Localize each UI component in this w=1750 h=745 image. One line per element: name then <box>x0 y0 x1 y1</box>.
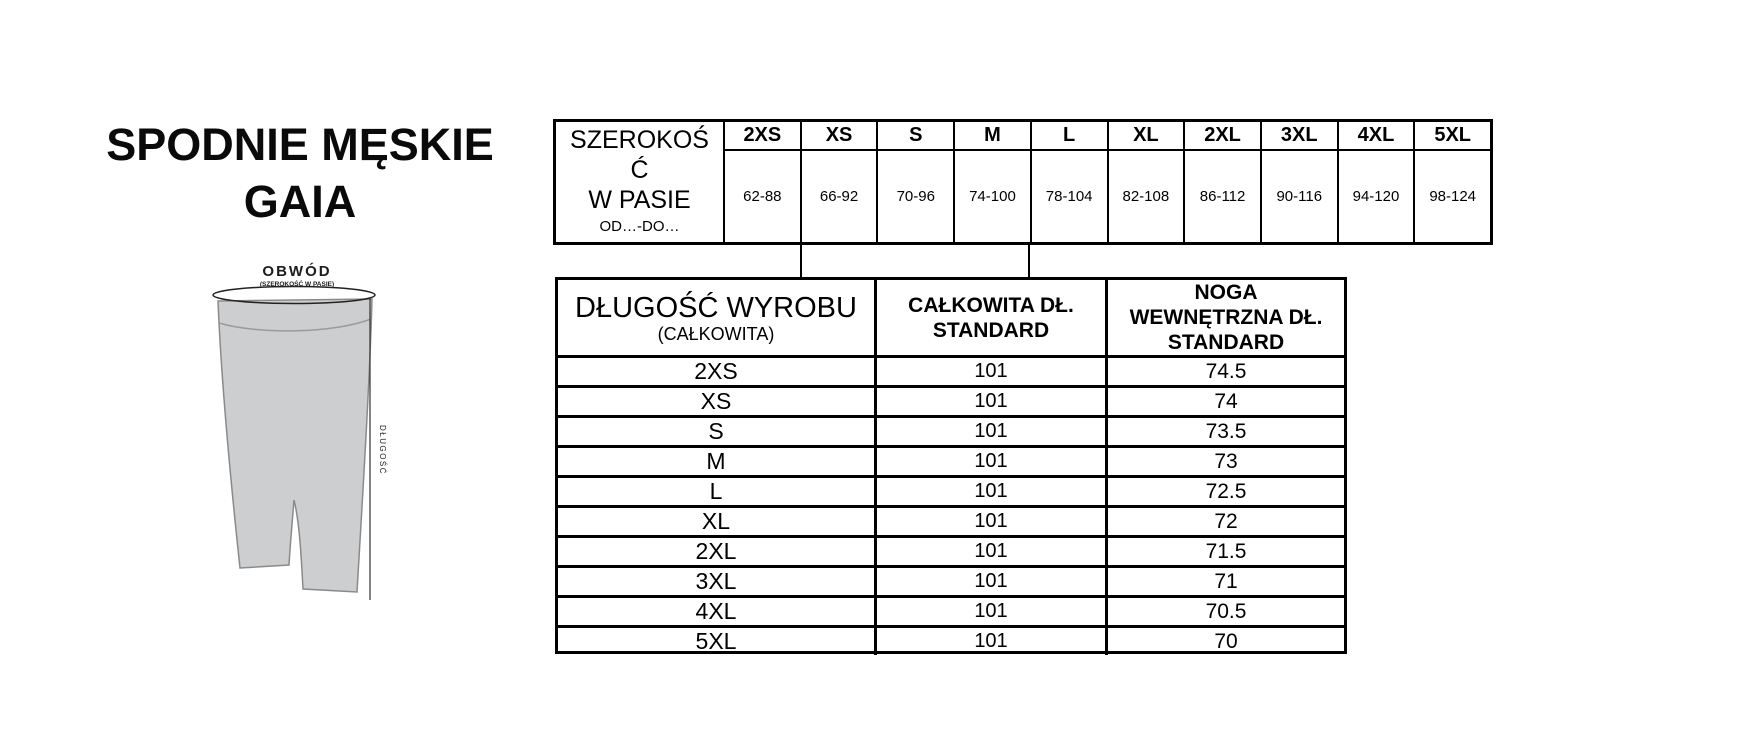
waist-size-column <box>955 122 1032 242</box>
row-size: 3XL <box>558 568 877 595</box>
row-total-length: 101 <box>877 478 1108 505</box>
inseam-header-line: STANDARD <box>1167 331 1285 354</box>
waist-range: 86-112 <box>1199 188 1246 205</box>
table-connector-line <box>1028 245 1030 277</box>
length-header-product <box>558 280 877 355</box>
waist-range: 62-88 <box>743 188 782 205</box>
size-header: 5XL <box>1415 122 1490 151</box>
row-inseam-length: 74.5 <box>1205 359 1247 383</box>
table-row <box>558 628 1344 655</box>
waist-range: 78-104 <box>1045 188 1093 205</box>
size-header: 4XL <box>1339 122 1414 151</box>
length-header-sub: (CAŁKOWITA) <box>657 323 775 344</box>
size-header: XL <box>1109 122 1184 151</box>
waist-header-line: SZEROKOŚ <box>570 126 709 154</box>
waist-size-column <box>725 122 802 242</box>
waist-size-column <box>1262 122 1339 242</box>
waist-size-column <box>802 122 879 242</box>
row-total-length: 101 <box>877 358 1108 385</box>
waist-size-column <box>878 122 955 242</box>
waist-width-table <box>553 119 1493 245</box>
row-size: 2XL <box>558 538 877 565</box>
table-row <box>558 508 1344 538</box>
row-total-length: 101 <box>877 418 1108 445</box>
waist-range: 74-100 <box>969 188 1016 205</box>
inseam-header-line: NOGA <box>1194 281 1258 304</box>
row-size: 2XS <box>558 358 877 385</box>
row-total-length: 101 <box>877 598 1108 625</box>
row-total-length: 101 <box>877 538 1108 565</box>
table-row <box>558 538 1344 568</box>
pants-diagram <box>200 255 400 615</box>
size-header: XS <box>802 122 877 151</box>
length-label: DŁUGOŚĆ <box>378 424 387 476</box>
size-header: 2XS <box>725 122 800 151</box>
table-row <box>558 598 1344 628</box>
row-total-length: 101 <box>877 388 1108 415</box>
waist-range: 90-116 <box>1276 188 1323 205</box>
length-table <box>555 277 1347 654</box>
waist-header-line: Ć <box>630 156 649 184</box>
table-row <box>558 568 1344 598</box>
table-row <box>558 358 1344 388</box>
table-row <box>558 478 1344 508</box>
row-size: L <box>558 478 877 505</box>
pants-shape <box>218 299 372 592</box>
row-inseam-length: 72 <box>1214 509 1238 533</box>
row-inseam-length: 74 <box>1214 389 1238 413</box>
circumference-label: OBWÓD <box>262 263 332 280</box>
total-header-line: CAŁKOWITA DŁ. <box>908 293 1074 317</box>
row-total-length: 101 <box>877 508 1108 535</box>
row-size: XS <box>558 388 877 415</box>
row-inseam-length: 71 <box>1214 569 1238 593</box>
row-total-length: 101 <box>877 628 1108 655</box>
row-size: 5XL <box>558 628 877 655</box>
page-title <box>100 116 500 230</box>
waist-header-line: W PASIE <box>588 186 691 214</box>
row-total-length: 101 <box>877 448 1108 475</box>
waist-table-header-cell <box>556 122 725 242</box>
size-header: S <box>878 122 953 151</box>
waist-size-column <box>1415 122 1490 242</box>
page-title-line1: SPODNIE MĘSKIE <box>106 119 494 170</box>
size-header: M <box>955 122 1030 151</box>
length-header-total <box>877 280 1108 355</box>
waist-size-column <box>1185 122 1262 242</box>
table-connector-line <box>800 245 802 277</box>
waist-range: 94-120 <box>1352 188 1400 205</box>
waist-range: 98-124 <box>1429 188 1477 205</box>
row-size: M <box>558 448 877 475</box>
inseam-header-line: WEWNĘTRZNA DŁ. <box>1129 306 1323 329</box>
row-size: XL <box>558 508 877 535</box>
table-row <box>558 388 1344 418</box>
row-inseam-length: 70.5 <box>1205 599 1247 623</box>
size-header: L <box>1032 122 1107 151</box>
row-inseam-length: 71.5 <box>1205 539 1247 563</box>
waist-size-column <box>1032 122 1109 242</box>
table-row <box>558 418 1344 448</box>
waist-range: 70-96 <box>896 188 935 205</box>
row-inseam-length: 73 <box>1214 449 1238 473</box>
row-inseam-length: 73.5 <box>1205 419 1247 443</box>
row-total-length: 101 <box>877 568 1108 595</box>
row-size: 4XL <box>558 598 877 625</box>
waist-size-column <box>1339 122 1416 242</box>
waist-header-sub: OD…-DO… <box>599 218 680 235</box>
total-header-line: STANDARD <box>932 318 1050 342</box>
waist-size-column <box>1109 122 1186 242</box>
waist-range: 66-92 <box>819 188 859 205</box>
circumference-sublabel: (SZEROKOŚĆ W PASIE) <box>259 281 335 288</box>
row-size: S <box>558 418 877 445</box>
length-header-inseam <box>1108 280 1344 355</box>
row-inseam-length: 70 <box>1214 629 1238 653</box>
length-header-title: DŁUGOŚĆ WYROBU <box>575 291 857 324</box>
length-table-header-row <box>558 280 1344 358</box>
row-inseam-length: 72.5 <box>1205 479 1247 503</box>
size-header: 2XL <box>1185 122 1260 151</box>
waist-range: 82-108 <box>1122 188 1170 205</box>
size-header: 3XL <box>1262 122 1337 151</box>
page-title-line2: GAIA <box>243 176 357 227</box>
table-row <box>558 448 1344 478</box>
length-table-body <box>558 358 1344 655</box>
